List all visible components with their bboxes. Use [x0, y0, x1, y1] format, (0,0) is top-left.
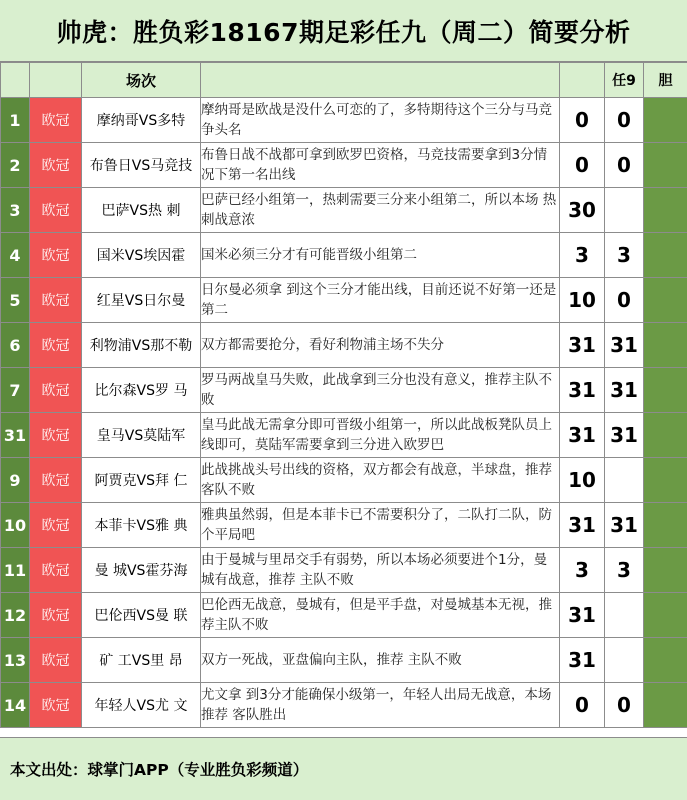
- page-title: 帅虎：胜负彩18167期足彩任九（周二）简要分析: [0, 0, 687, 62]
- table-row: [1, 368, 687, 413]
- match-analysis: 日尔曼必须拿 到这个三分才能出线，目前还说不好第一还是第二: [201, 278, 560, 323]
- match-name: 比尔森VS罗 马: [82, 368, 201, 413]
- dan-cell: [644, 233, 687, 278]
- league-badge: 欧冠: [30, 638, 82, 683]
- match-analysis: 巴伦西无战意，曼城有，但是平手盘，对曼城基本无视，推荐主队不败: [201, 593, 560, 638]
- table-row: [1, 683, 687, 728]
- ren9-result: [605, 458, 644, 503]
- header-league-cell: [30, 63, 82, 98]
- pick-result: 3: [560, 233, 605, 278]
- league-badge: 欧冠: [30, 548, 82, 593]
- match-analysis: 巴萨已经小组第一，热刺需要三分来小组第二，所以本场 热刺战意浓: [201, 188, 560, 233]
- table-row: [1, 233, 687, 278]
- pick-result: 31: [560, 323, 605, 368]
- pick-result: 3: [560, 548, 605, 593]
- league-badge: 欧冠: [30, 593, 82, 638]
- pick-result: 31: [560, 368, 605, 413]
- ren9-result: 31: [605, 368, 644, 413]
- header-dan: 胆: [644, 63, 687, 98]
- ren9-result: 0: [605, 143, 644, 188]
- ren9-result: 0: [605, 683, 644, 728]
- pick-result: 31: [560, 593, 605, 638]
- dan-cell: [644, 143, 687, 188]
- row-number: 31: [1, 413, 30, 458]
- dan-cell: [644, 593, 687, 638]
- league-badge: 欧冠: [30, 683, 82, 728]
- ren9-result: 31: [605, 503, 644, 548]
- match-analysis: 摩纳哥是欧战是没什么可恋的了，多特期待这个三分与马竞争头名: [201, 98, 560, 143]
- table-row: [1, 143, 687, 188]
- league-badge: 欧冠: [30, 413, 82, 458]
- table-row: [1, 188, 687, 233]
- match-name: 年轻人VS尤 文: [82, 683, 201, 728]
- row-number: 10: [1, 503, 30, 548]
- league-badge: 欧冠: [30, 323, 82, 368]
- dan-cell: [644, 413, 687, 458]
- row-number: 4: [1, 233, 30, 278]
- match-name: 皇马VS莫陆军: [82, 413, 201, 458]
- league-badge: 欧冠: [30, 278, 82, 323]
- row-number: 5: [1, 278, 30, 323]
- table-row: [1, 278, 687, 323]
- row-number: 13: [1, 638, 30, 683]
- pick-result: 31: [560, 638, 605, 683]
- ren9-result: [605, 638, 644, 683]
- table-row: [1, 593, 687, 638]
- pick-result: 0: [560, 683, 605, 728]
- match-name: 巴萨VS热 刺: [82, 188, 201, 233]
- ren9-result: 31: [605, 323, 644, 368]
- ren9-result: 3: [605, 233, 644, 278]
- match-name: 巴伦西VS曼 联: [82, 593, 201, 638]
- league-badge: 欧冠: [30, 188, 82, 233]
- league-badge: 欧冠: [30, 98, 82, 143]
- table-row: [1, 638, 687, 683]
- row-number: 3: [1, 188, 30, 233]
- match-name: 曼 城VS霍芬海: [82, 548, 201, 593]
- match-name: 布鲁日VS马竞技: [82, 143, 201, 188]
- match-analysis: 布鲁日战不战都可拿到欧罗巴资格，马竞技需要拿到3分情况下第一名出线: [201, 143, 560, 188]
- dan-cell: [644, 548, 687, 593]
- match-name: 国米VS埃因霍: [82, 233, 201, 278]
- pick-result: 10: [560, 458, 605, 503]
- table-row: [1, 323, 687, 368]
- header-num-cell: [1, 63, 30, 98]
- dan-cell: [644, 458, 687, 503]
- ren9-result: 0: [605, 278, 644, 323]
- dan-cell: [644, 278, 687, 323]
- match-name: 矿 工VS里 昂: [82, 638, 201, 683]
- league-badge: 欧冠: [30, 143, 82, 188]
- ren9-result: [605, 593, 644, 638]
- league-badge: 欧冠: [30, 233, 82, 278]
- match-analysis: 由于曼城与里昂交手有弱势，所以本场必须要进个1分，曼城有战意，推荐 主队不败: [201, 548, 560, 593]
- row-number: 1: [1, 98, 30, 143]
- table-row: [1, 98, 687, 143]
- dan-cell: [644, 188, 687, 233]
- ren9-result: 31: [605, 413, 644, 458]
- match-analysis: 尤文拿 到3分才能确保小级第一，年轻人出局无战意，本场推荐 客队胜出: [201, 683, 560, 728]
- header-analysis-cell: [201, 63, 560, 98]
- league-badge: 欧冠: [30, 503, 82, 548]
- ren9-result: 0: [605, 98, 644, 143]
- match-name: 本菲卡VS雅 典: [82, 503, 201, 548]
- dan-cell: [644, 503, 687, 548]
- row-number: 11: [1, 548, 30, 593]
- table-row: [1, 503, 687, 548]
- match-analysis: 双方一死战，亚盘偏向主队，推荐 主队不败: [201, 638, 560, 683]
- dan-cell: [644, 683, 687, 728]
- table-row: [1, 458, 687, 503]
- match-analysis: 此战挑战头号出线的资格，双方都会有战意，半球盘，推荐 客队不败: [201, 458, 560, 503]
- header-pick-cell: [560, 63, 605, 98]
- league-badge: 欧冠: [30, 458, 82, 503]
- pick-result: 0: [560, 143, 605, 188]
- pick-result: 0: [560, 98, 605, 143]
- match-name: 红星VS日尔曼: [82, 278, 201, 323]
- match-name: 摩纳哥VS多特: [82, 98, 201, 143]
- row-number: 12: [1, 593, 30, 638]
- dan-cell: [644, 368, 687, 413]
- row-number: 2: [1, 143, 30, 188]
- header-ren9: 任9: [605, 63, 644, 98]
- match-name: 利物浦VS那不勒: [82, 323, 201, 368]
- row-number: 6: [1, 323, 30, 368]
- dan-cell: [644, 98, 687, 143]
- match-analysis: 罗马两战皇马失败，此战拿到三分也没有意义，推荐主队不败: [201, 368, 560, 413]
- pick-result: 10: [560, 278, 605, 323]
- table-row: [1, 413, 687, 458]
- match-analysis: 雅典虽然弱，但是本菲卡已不需要积分了，二队打二队，防个平局吧: [201, 503, 560, 548]
- row-number: 9: [1, 458, 30, 503]
- dan-cell: [644, 638, 687, 683]
- table-header-row: [1, 63, 687, 98]
- table-row: [1, 548, 687, 593]
- header-match: 场次: [82, 63, 201, 98]
- pick-result: 30: [560, 188, 605, 233]
- league-badge: 欧冠: [30, 368, 82, 413]
- ren9-result: [605, 188, 644, 233]
- pick-result: 31: [560, 503, 605, 548]
- dan-cell: [644, 323, 687, 368]
- source-footer: 本文出处：球掌门APP（专业胜负彩频道）: [0, 737, 687, 800]
- ren9-result: 3: [605, 548, 644, 593]
- pick-result: 31: [560, 413, 605, 458]
- match-analysis: 双方都需要抢分，看好利物浦主场不失分: [201, 323, 560, 368]
- row-number: 7: [1, 368, 30, 413]
- match-analysis: 国米必须三分才有可能晋级小组第二: [201, 233, 560, 278]
- match-analysis: 皇马此战无需拿分即可晋级小组第一，所以此战板凳队员上线即可，莫陆军需要拿到三分进入欧罗巴: [201, 413, 560, 458]
- match-name: 阿贾克VS拜 仁: [82, 458, 201, 503]
- row-number: 14: [1, 683, 30, 728]
- analysis-table: [0, 62, 687, 728]
